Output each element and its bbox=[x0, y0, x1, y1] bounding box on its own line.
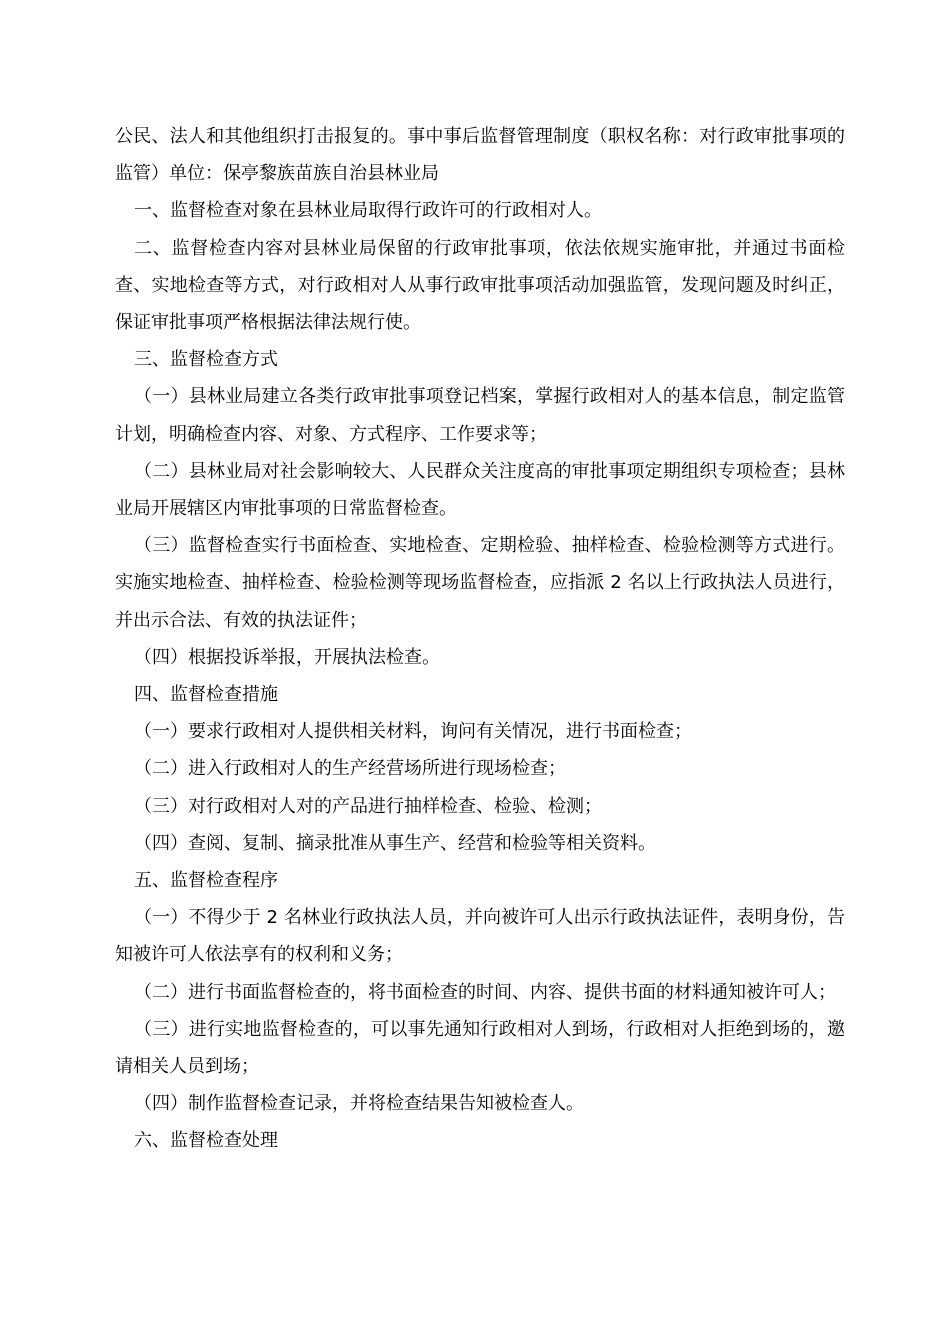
paragraph-intro: 公民、法人和其他组织打击报复的。事中事后监督管理制度（职权名称：对行政审批事项的监管）单位：保亭黎族苗族自治县林业局 bbox=[115, 126, 845, 185]
section-heading-5: 五、监督检查程序 bbox=[134, 870, 278, 892]
section-heading-3: 三、监督检查方式 bbox=[134, 349, 278, 371]
paragraph-3-2: （二）县林业局对社会影响较大、人民群众关注度高的审批事项定期组织专项检查；县林业局开展辖区内审批事项的日常监督检查。 bbox=[115, 460, 845, 520]
paragraph-5-4: （四）制作监督检查记录，并将检查结果告知被检查人。 bbox=[134, 1093, 584, 1115]
document-page bbox=[115, 118, 845, 1160]
section-heading-6: 六、监督检查处理 bbox=[134, 1130, 278, 1152]
paragraph-3-3: （三）监督检查实行书面检查、实地检查、定期检验、抽样检查、检验检测等方式进行。实施实地检查、抽样检查、检验检测等现场监督检查，应指派 2 名以上行政执法人员进行，并出示合法、有效的执法证件； bbox=[115, 535, 845, 631]
paragraph-5-2: （二）进行书面监督检查的，将书面检查的时间、内容、提供书面的材料通知被许可人； bbox=[134, 981, 836, 1003]
paragraph-5-3: （三）进行实地监督检查的，可以事先通知行政相对人到场，行政相对人拒绝到场的，邀请相关人员到场； bbox=[115, 1018, 845, 1078]
paragraph-4-2: （二）进入行政相对人的生产经营场所进行现场检查； bbox=[134, 758, 566, 780]
paragraph-section-2: 二、监督检查内容对县林业局保留的行政审批事项，依法依规实施审批，并通过书面检查、实地检查等方式，对行政相对人从事行政审批事项活动加强监管，发现问题及时纠正，保证审批事项严格根据法律法规行使。 bbox=[115, 237, 845, 334]
paragraph-5-1: （一）不得少于 2 名林业行政执法人员，并向被许可人出示行政执法证件，表明身份，告知被许可人依法享有的权利和义务； bbox=[115, 907, 845, 966]
paragraph-4-4: （四）查阅、复制、摘录批准从事生产、经营和检验等相关资料。 bbox=[134, 832, 656, 854]
section-heading-4: 四、监督检查措施 bbox=[134, 684, 278, 706]
paragraph-section-1: 一、监督检查对象在县林业局取得行政许可的行政相对人。 bbox=[134, 200, 602, 222]
paragraph-4-1: （一）要求行政相对人提供相关材料，询问有关情况，进行书面检查； bbox=[134, 721, 692, 743]
paragraph-4-3: （三）对行政相对人对的产品进行抽样检查、检验、检测； bbox=[134, 795, 602, 817]
paragraph-3-4: （四）根据投诉举报，开展执法检查。 bbox=[134, 646, 440, 668]
paragraph-3-1: （一）县林业局建立各类行政审批事项登记档案，掌握行政相对人的基本信息，制定监管计划，明确检查内容、对象、方式程序、工作要求等； bbox=[115, 386, 845, 445]
